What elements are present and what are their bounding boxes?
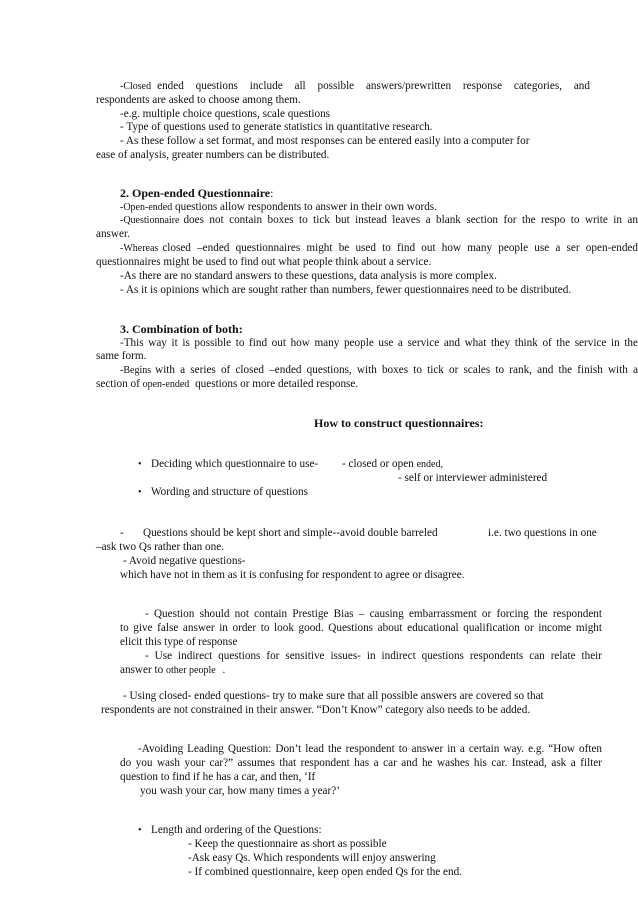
combination-heading: 3. Combination of both: xyxy=(120,322,243,336)
open-ended-word: -Open-ended xyxy=(120,202,173,213)
bullet-icon: • xyxy=(138,459,142,470)
whereas-word: -Whereas xyxy=(120,243,159,254)
point-1-line-1-cont: i.e. two questions in one xyxy=(488,527,597,539)
construct-heading: How to construct questionnaires: xyxy=(314,416,484,430)
intro-line-6: ease of analysis, greater numbers can be distributed. xyxy=(96,149,330,161)
point-4-line-1: - Using closed- ended questions- try to make sure that all possible answers are covered so that xyxy=(123,690,544,702)
open-ended-word-2: open-ended xyxy=(142,379,190,390)
combination-line-4-text: questions or more detailed response. xyxy=(195,378,359,390)
begins-word: -Begins xyxy=(120,365,152,376)
construct-bullet-1: Deciding which questionnaire to use- xyxy=(151,458,319,470)
bullet-icon: • xyxy=(138,825,142,836)
point-5-line-3: question to find if he has a car, and then, ‘If xyxy=(120,771,316,783)
point-5-line-4: you wash your car, how many times a year?’ xyxy=(140,785,340,797)
questionnaire-word: -Questionnaire xyxy=(120,215,180,226)
bullet-icon: • xyxy=(138,487,142,498)
construct-bullet-1-option-1 xyxy=(342,458,443,471)
open-ended-line-7: - As it is opinions which are sought rather than numbers, fewer questionnaires need to be distributed. xyxy=(120,284,572,296)
ended-word: ended, xyxy=(416,459,443,470)
open-ended-line-2 xyxy=(120,214,638,227)
intro-line-1-text: ended questions include all possible answers/prewritten response categories, and xyxy=(157,80,590,92)
intro-line-1 xyxy=(120,80,590,93)
open-ended-line-6: -As there are no standard answers to these questions, data analysis is more complex. xyxy=(120,270,497,282)
open-ended-line-3: answer. xyxy=(96,228,130,240)
point-1-line-1: Questions should be kept short and simple--avoid double barreled xyxy=(143,527,438,539)
construct-bullet-2: Wording and structure of questions xyxy=(151,486,308,498)
point-2-line-1: - Avoid negative questions- xyxy=(123,555,246,567)
open-ended-heading-colon: : xyxy=(270,186,274,200)
period-text: . xyxy=(222,664,226,676)
intro-line-4: - Type of questions used to generate statistics in quantitative research. xyxy=(120,121,433,133)
length-sub-1: - Keep the questionnaire as short as possible xyxy=(188,838,387,850)
point-5-line-2: do you wash your car?” assumes that respondent has a car and he washes his car. Instead, ask a filter xyxy=(120,757,602,769)
open-ended-line-5: questionnaires might be used to find out what people think about a service. xyxy=(96,256,432,268)
combination-line-3-text: with a series of closed –ended questions, with boxes to tick or scales to rank, and the finish with a xyxy=(155,364,638,376)
point-4-line-2: respondents are not constrained in their answer. “Don’t Know” category also needs to be added. xyxy=(101,704,531,716)
combination-line-1: -This way it is possible to find out how many people use a service and what they think of the service in the xyxy=(120,337,638,349)
point-3-line-3: elicit this type of response xyxy=(120,636,238,648)
open-ended-line-1 xyxy=(120,201,437,214)
construct-bullet-1-option-2: - self or interviewer administered xyxy=(398,472,548,484)
combination-line-2: same form. xyxy=(96,350,147,362)
open-ended-line-2-text: does not contain boxes to tick but instead leaves a blank section for the respo to write in an xyxy=(183,214,638,226)
point-5-line-1: -Avoiding Leading Question: Don’t lead the respondent to answer in a certain way. e.g. “How often xyxy=(138,743,602,755)
length-sub-2: -Ask easy Qs. Which respondents will enjoy answering xyxy=(188,852,436,864)
intro-line-3: -e.g. multiple choice questions, scale questions xyxy=(120,108,331,120)
combination-line-4 xyxy=(96,378,358,391)
intro-line-2: respondents are asked to choose among them. xyxy=(96,94,301,106)
point-3-line-2: to give false answer in order to look good. Questions about educational qualification or income might xyxy=(120,622,602,634)
point-3-line-5 xyxy=(120,664,225,677)
intro-closed-word: -Closed xyxy=(120,81,152,92)
point-3-line-1: - Question should not contain Prestige Bias – causing embarrassment or forcing the respondent xyxy=(145,608,602,620)
point-1-dash: - xyxy=(120,527,124,539)
point-1-line-2: –ask two Qs rather than one. xyxy=(96,541,225,553)
point-2-line-2: which have not in them as it is confusing for respondent to agree or disagree. xyxy=(120,569,465,581)
open-ended-line-4-text: closed –ended questionnaires might be used to find out how many people use a ser open-ended xyxy=(162,242,638,254)
closed-or-open-text: - closed or open xyxy=(342,458,414,470)
open-ended-line-4 xyxy=(120,242,638,255)
open-ended-heading xyxy=(120,187,273,200)
combination-line-3 xyxy=(120,364,638,377)
open-ended-heading-text: 2. Open-ended Questionnaire xyxy=(120,186,271,200)
length-bullet: Length and ordering of the Questions: xyxy=(151,824,322,836)
length-sub-3: - If combined questionnaire, keep open ended Qs for the end. xyxy=(188,866,463,878)
intro-line-5: - As these follow a set format, and most responses can be entered easily into a computer for xyxy=(120,135,530,147)
section-of-text: section of xyxy=(96,378,140,390)
answer-to-text: answer to xyxy=(120,664,164,676)
point-3-line-4: - Use indirect questions for sensitive issues- in indirect questions respondents can relate their xyxy=(145,650,602,662)
open-ended-line-1-text: questions allow respondents to answer in their own words. xyxy=(175,201,437,213)
other-people-text: other people xyxy=(165,665,216,676)
